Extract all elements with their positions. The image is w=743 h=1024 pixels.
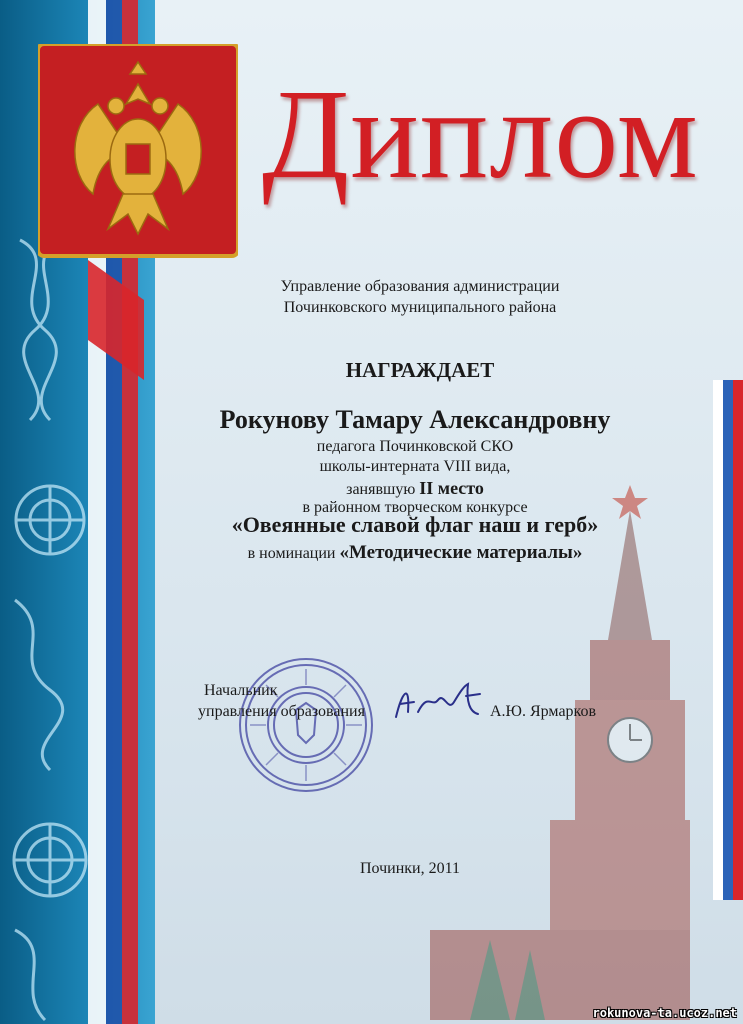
location-date: Починки, 2011	[359, 860, 461, 877]
contest-name: «Овеянные славой флаг наш и герб»	[231, 512, 599, 537]
recipient-name: Рокунову Тамару Александровну	[219, 405, 611, 434]
contest-intro: в районном творческом конкурсе	[302, 499, 528, 516]
nomination-line	[180, 542, 650, 564]
official-stamp-seal	[236, 655, 376, 795]
awards-heading: НАГРАЖДАЕТ	[345, 358, 495, 382]
handwritten-signature	[388, 672, 488, 732]
page-title: Диплом	[262, 63, 699, 205]
site-watermark: rokunova-ta.ucoz.net	[592, 1006, 737, 1020]
place-value: II место	[419, 478, 484, 498]
place-prefix: занявшую	[346, 481, 420, 498]
nomination-value: «Методические материалы»	[339, 542, 583, 563]
russian-coat-of-arms-icon	[38, 44, 238, 264]
recipient-position-1: педагога Починковской СКО	[316, 438, 514, 455]
issuer-line-2: Починковского муниципального района	[283, 299, 557, 316]
signatory-name: А.Ю. Ярмарков	[490, 703, 597, 720]
signatory-title-2: управления образования	[198, 703, 365, 720]
nomination-prefix: в номинации	[247, 545, 340, 562]
right-tricolor-ribbon	[713, 380, 743, 900]
signatory-title-1: Начальник	[204, 682, 278, 699]
place-line	[200, 478, 630, 499]
recipient-position-2: школы-интерната VIII вида,	[319, 458, 511, 475]
issuer-line-1: Управление образования администрации	[280, 278, 560, 295]
